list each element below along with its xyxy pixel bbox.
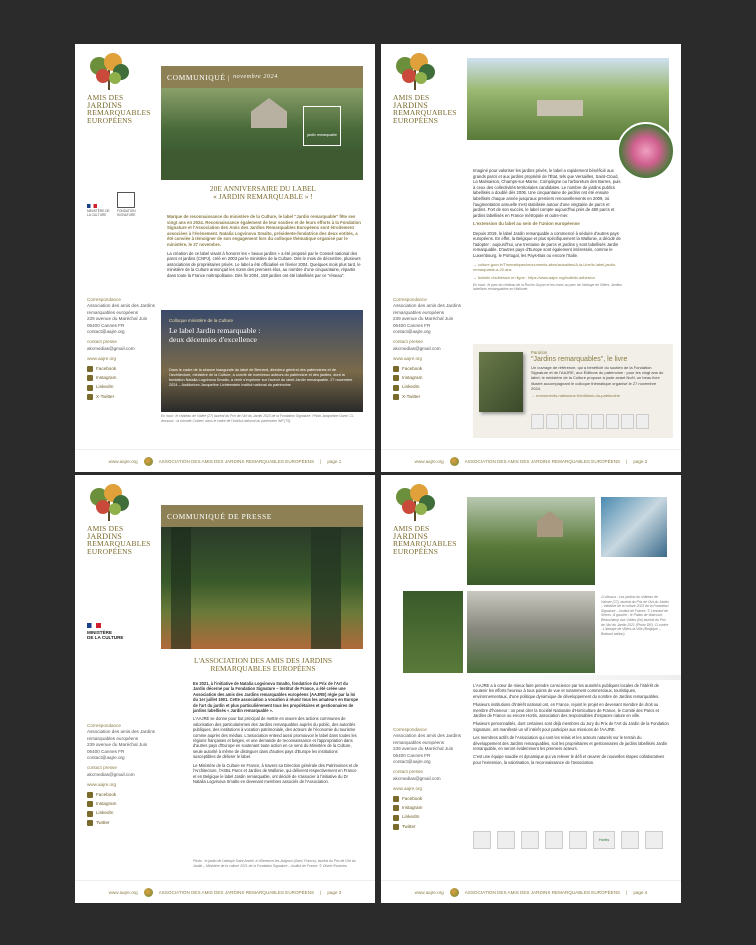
brand-name: AMIS DES JARDINS REMARQUABLES EUROPÉENS — [393, 93, 457, 125]
linkedin-icon — [393, 815, 399, 821]
contact-block: Correspondance Association des amis des Jardins remarquables européens 239 avenue du Maréchal Juin 06400 Cannes FR contact@aajre.org contact presse akcmedias@gmail.com www.aajre.org Facebook Instagram LinkedIn X-Twitter — [393, 297, 465, 400]
page-1 — [75, 44, 375, 472]
linkedin-icon — [87, 811, 93, 817]
twitter-link[interactable]: X-Twitter — [87, 394, 159, 400]
instagram-icon — [87, 375, 93, 381]
ministry-logo: MINISTÈRE DE LA CULTURE — [87, 209, 110, 217]
abbey-ruins-photo — [467, 591, 595, 673]
footer-logo-icon — [450, 888, 459, 897]
site-link[interactable]: www.aajre.org — [393, 356, 423, 362]
footer-site[interactable]: www.aajre.org — [414, 889, 444, 895]
page-footer: www.aajre.org ASSOCIATION DES AMIS DES JARDINS REMARQUABLES EUROPÉENS | page 1 — [75, 449, 375, 472]
association-text: En 2021, à l'initiative de Natalia Logvinova Smalto, fondatrice du Prix de l'Art du Jardin décerné par la Fondation Signature – Institut de France, a été créée une Association des amis des Jardins remarquables européens (AAJRE) régie par la loi du 1er juillet 1901. Cette association a vocation à réunir tous les amateurs en Europe de l'art du jardin et plus particulièrement tous les propriétaires et gestionnaires de jardins labellisés « Jardin remarquable ». L'AAJRE se donne pour but principal de mettre en œuvre des actions communes de valorisation des particularismes des Jardins remarquables auprès du public, des autorités publiques, des institutions à vocation patrimoniale, des acteurs de l'économie du tourisme comme auprès des médias. L'association entend aussi promouvoir le label dans toutes les régions françaises et belges, et une demande de reconnaissance et l'appropriation dans d'autres pays d'Europe en soutenant toute action en ce sens du Ministère de la Culture, seule autorité à même de distinguer dans d'autres pays d'Europe les institutions susceptibles de délivrer le label. Le Ministère de la Culture en France, à travers sa Direction générale des Patrimoines et de l'Architecture, l'ASBL Parcs et Jardins de Wallonie, qui délivrent respectivement en France et en Belgique le label Jardin remarquable, ont décidé de s'associer à l'initiative du Dr Natalia Logvinova Smalto en devenant membres associés de l'Association. — [193, 681, 359, 784]
facebook-link[interactable]: Facebook — [87, 366, 159, 372]
page-footer: www.aajre.org ASSOCIATION DES AMIS DES JARDINS REMARQUABLES EUROPÉENS | page 4 — [381, 880, 681, 903]
signature-logo: FONDATION SIGNATURE — [117, 209, 136, 217]
divider — [467, 675, 681, 680]
label-history-text: Imaginé pour valoriser les jardins privés, le label a rapidement bénéficié aux grands parcs et aux jardins propriété de l'État, tels que Versailles, Saint-Cloud, La Malmaison, Champs-sur-Marne, Compiègne ou l'arboretum des Barres, puis à ceux des collectivités territoriales candidates. Le nombre de jardins publics labellisés a doublé dès 2006. Une cinquantaine de jardins ont été ensuite labellisés chaque année jusqu'aux premiers renouvellements en 2009, où l'augmentation annuelle s'est stabilisée autour d'une vingtaine de parcs et jardins. Fort de son succès, le label compte aujourd'hui près de 480 parcs et jardins labellisés en France métropole et outre-mer. L'extension du label au sein de l'Union européenne Depuis 2019, le label Jardin remarquable a commencé à séduire d'autres pays européens. En effet, la Belgique et plus spécifiquement la Wallonie, a décidé de l'adopter : aujourd'hui, une trentaine de parcs et jardins y sont labellisés Jardin remarquable. D'autres pays d'Europe sont également intéressés, comme le Luxembourg, le Portugal, les Pays-Bas ou encore l'Italie. → culture.gouv.fr/Thematiques/monuments-sites/actualites/A-la-Une/le-label-jardin-remarquable-a-20-ans → bulletin d'adhésion en ligne : https://www.aajre.org/bulletin-adhesion En haut : le parc du château de la Roche-Guyon et les roses au parc de l'abbaye de Villers, Jardins labellisés remarquables en Wallonie. — [473, 168, 622, 292]
contact-block: Correspondance Association des amis des Jardins remarquables européens 239 avenue du Maréchal Juin 06400 Cannes FR contact@aajre.org contact presse akcmedias@gmail.com www.aajre.org Facebook Instagram LinkedIn X-Twitter — [87, 297, 159, 400]
instagram-icon — [87, 801, 93, 807]
twitter-icon — [87, 820, 93, 826]
book-box: Parution "Jardins remarquables", le livre Un ouvrage de référence, qui a bénéficié du soutien de la Fondation Signature et de l'AAJRE, aux Éditions du patrimoine : pour les vingt ans du label, le ministère de la Culture propose à juste avant Noël, un beau livre illustré accompagnant le colloque thématique organisé le 27 novembre 2024. → monuments-nationaux.fr/editions-du-patrimoine — [473, 344, 673, 438]
colloque-box: Colloque ministère de la Culture Le label Jardin remarquable : deux décennies d'excellence Dans le cadre de la séance inaugurale du label de Bernard, directeur général des patrimoines et de l'architecture, ministère de la Culture, a convié de nombreux acteurs du patrimoine et des jardins, dont la fondation Natalia Logvinova Smalto, à venir s'exprimer sur l'avenir du label Jardin remarquable. 27 novembre 2024 – Auditorium Jacqueline Lichtenstein Institut national du patrimoine — [161, 310, 363, 412]
book-cover — [479, 352, 523, 412]
label-badge: jardin remarquable — [303, 106, 341, 146]
instagram-icon — [393, 805, 399, 811]
abbey-garden-photo — [161, 527, 363, 649]
partner-logos: Hortis — [473, 831, 665, 849]
brand-name: AMIS DES JARDINS REMARQUABLES EUROPÉENS — [87, 524, 151, 556]
page-2 — [381, 44, 681, 472]
facebook-link[interactable]: Facebook — [393, 796, 465, 802]
page-4 — [381, 475, 681, 903]
footer-logo-icon — [450, 457, 459, 466]
release-header: COMMUNIQUÉ | novembre 2024 — [161, 66, 363, 88]
site-link[interactable]: www.aajre.org — [87, 782, 117, 788]
twitter-icon — [393, 824, 399, 830]
linkedin-icon — [393, 385, 399, 391]
twitter-icon — [87, 394, 93, 400]
instagram-link[interactable]: Instagram — [393, 805, 465, 811]
facebook-icon — [393, 796, 399, 802]
linkedin-link[interactable]: LinkedIn — [393, 814, 465, 820]
intro-text: Marque de reconnaissance du ministère de la Culture, le label "Jardin remarquable" fête ses vingt ans en 2024. Reconnaissance également de leur soutien et de leurs efforts à la Fondation Signature et l'Association des Amis des Jardins Remarquables Européens sont étroitement associées à l'événement. Natalia Logvinova Smalto, présidente-fondatrice des deux entités, a été conviée à témoigner de son engagement lors du colloque thématique organisé par le ministère, le 27 novembre. La création de ce label visant à honorer les « beaux jardins » a été proposé par le Conseil national des parcs et jardins (CNPJ), créé en 2003 par le ministère de la Culture. Dès le mois de décembre, plusieurs associations de propriétaires privés. Le label a été officialisé en février 2004. Quelques mois plus tard, le ministère de la Culture annonçait les noms des premiers élus, au nombre d'une cinquantaine, répartis dans toute la France métropolitaine. Dès fin 2004, 158 jardins ont été labellisés par ce "réseau". — [167, 214, 361, 278]
aajre-logo-icon — [87, 483, 131, 523]
site-link[interactable]: www.aajre.org — [393, 786, 423, 792]
brand-name: AMIS DES JARDINS REMARQUABLES EUROPÉENS — [393, 524, 457, 556]
aerial-map-photo — [601, 497, 667, 557]
facebook-link[interactable]: Facebook — [87, 792, 159, 798]
twitter-link[interactable]: X-Twitter — [393, 394, 465, 400]
chateau-garden-photo — [161, 88, 363, 180]
footer-site[interactable]: www.aajre.org — [108, 889, 138, 895]
contact-block: Correspondance Association des amis des Jardins remarquables européens 239 avenue du Maréchal Juin 06400 Cannes FR contact@aajre.org contact presse akcmedias@gmail.com www.aajre.org Facebook Instagram LinkedIn Twitter — [393, 727, 465, 830]
facebook-icon — [87, 366, 93, 372]
photo-caption: En haut : le château de Vallée (27) lauréat du Prix de l'Art du Jardin 2023 de la Fondation Signature. Photo Jacqueline Garel. Ci-dessous : la rotonde Colbert, dans le cadre de l'Institut national du patrimoine INP (75). — [161, 414, 354, 423]
membership-link[interactable]: → bulletin d'adhésion en ligne : https://www.aajre.org/bulletin-adhesion — [473, 274, 595, 280]
partner-strip — [531, 414, 651, 434]
footer-logo-icon — [144, 888, 153, 897]
facebook-link[interactable]: Facebook — [393, 366, 465, 372]
valmer-garden-photo — [467, 497, 595, 585]
footer-logo-icon — [144, 457, 153, 466]
instagram-link[interactable]: Instagram — [87, 801, 159, 807]
instagram-link[interactable]: Instagram — [393, 375, 465, 381]
footer-site[interactable]: www.aajre.org — [414, 458, 444, 464]
linkedin-link[interactable]: LinkedIn — [87, 810, 159, 816]
photo-caption: Photo : le jardin de l'abbaye Saint-André, à Villeneuve-lès-Avignon (Gard, France), lauréat du Prix de l'Art du Jardin – Ministère de la culture 2021 de la Fondation Signature – Institut de France. © Olivier Roumieu — [193, 859, 356, 868]
aajre-logo-icon — [393, 52, 437, 92]
footer-site[interactable]: www.aajre.org — [108, 458, 138, 464]
mission-text: L'AAJRE a à cœur de mieux faire prendre conscience par les autorités publiques locales de l'intérêt de soutenir les efforts heureux à tous points de vue et notamment commerciaux, touristiques, environnementaux, d'une politique dynamique de développement du nombre de Jardins remarquables. Plusieurs institutions d'intérêt national ont, en France, rejoint le projet en devenant membre de droit ou membre d'honneur : on peut citer la Société Nationale d'Horticulture de France, le Comité des Parcs et Jardins de France ou encore Hortis, association des responsables d'espaces nature en ville. Plusieurs personnalités, dont certaines sont déjà membres du Jury du Prix de l'Art du Jardin de la Fondation Signature, ont manifesté un vif intérêt pour participer aux missions de l'AAJRE. Les membres actifs de l'Association qui sont les relais et les acteurs naturels sur le terrain du développement des Jardins remarquables, soit les propriétaires et gestionnaires de jardins labellisés Jardin remarquable, en seront évidemment les premiers acteurs. C'est une équipe soudée et dynamique qui va relever le défi et œuvrer de nouvelles étapes collaboratives pour l'extension, la valorisation, la reconnaissance de l'association. — [473, 683, 669, 765]
linkedin-icon — [87, 385, 93, 391]
walcourt-photo — [403, 591, 463, 673]
partner-logos — [87, 192, 159, 217]
instagram-icon — [393, 375, 399, 381]
twitter-link[interactable]: Twitter — [87, 820, 159, 826]
site-link[interactable]: www.aajre.org — [87, 356, 117, 362]
book-link[interactable]: → monuments-nationaux.fr/editions-du-patrimoine — [531, 393, 620, 399]
page-footer: www.aajre.org ASSOCIATION DES AMIS DES JARDINS REMARQUABLES EUROPÉENS | page 3 — [75, 880, 375, 903]
page-title: 20E ANNIVERSAIRE DU LABEL « JARDIN REMARQUABLE » ! — [209, 184, 317, 202]
rose-photo — [617, 122, 675, 180]
page-footer: www.aajre.org ASSOCIATION DES AMIS DES JARDINS REMARQUABLES EUROPÉENS | page 2 — [381, 449, 681, 472]
twitter-link[interactable]: Twitter — [393, 824, 465, 830]
photo-caption: Ci-dessus : Les jardins du château de Valmer (37), lauréat du Prix de l'Art du Jardin – Initiative de la culture 2023 de la Fondation Signature – Institut de France. © Léonard de Serres. À gauche : le Palais de Walcourt, Beauchamp aux Odiles (Ile) lauréat du Prix de l'Art du Jardin 2021 (Photo DR). Ci-contre : L'abbaye de Villers-la-Ville (Belgique – Brabant wallon). — [601, 595, 669, 636]
twitter-icon — [393, 394, 399, 400]
contact-block: Correspondance Association des amis des Jardins remarquables européens 239 avenue du Maréchal Juin 06400 Cannes FR contact@aajre.org contact presse akcmedias@gmail.com www.aajre.org Facebook Instagram LinkedIn Twitter — [87, 723, 159, 826]
linkedin-link[interactable]: LinkedIn — [393, 384, 465, 390]
aajre-logo-icon — [393, 483, 437, 523]
release-header: COMMUNIQUÉ DE PRESSE — [161, 505, 363, 527]
instagram-link[interactable]: Instagram — [87, 375, 159, 381]
aajre-logo-icon — [87, 52, 131, 92]
facebook-icon — [87, 792, 93, 798]
linkedin-link[interactable]: LinkedIn — [87, 384, 159, 390]
ministry-logo: MINISTÈRE DE LA CULTURE — [87, 623, 147, 640]
culture-link[interactable]: → culture.gouv.fr/Thematiques/monuments-sites/actualites/A-la-Une/le-label-jardin-remarquable-a-20-ans — [473, 261, 617, 272]
facebook-icon — [393, 366, 399, 372]
brand-name: AMIS DES JARDINS REMARQUABLES EUROPÉENS — [87, 93, 151, 125]
page-title: L'ASSOCIATION DES AMIS DES JARDINS REMARQUABLES EUROPÉENS — [193, 656, 333, 674]
page-3 — [75, 475, 375, 903]
